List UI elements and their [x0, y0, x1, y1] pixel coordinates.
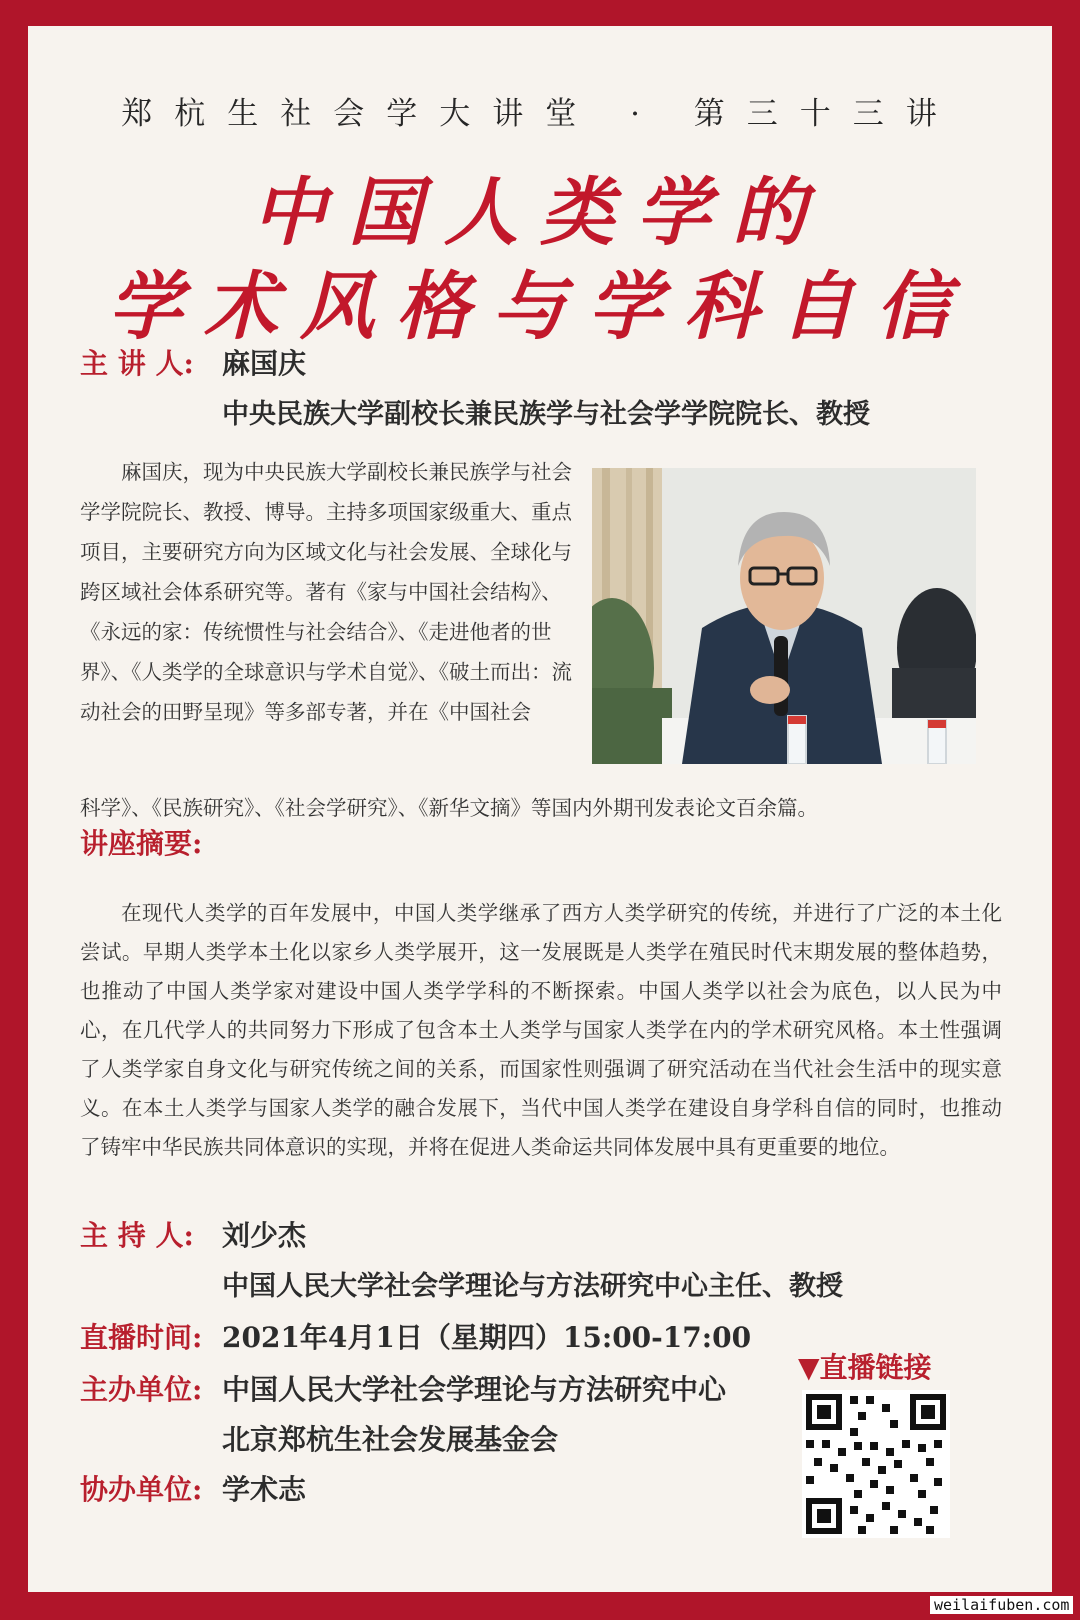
speaker-position: 中央民族大学副校长兼民族学与社会学学院院长、教授 — [222, 399, 870, 430]
summary-text: 在现代人类学的百年发展中，中国人类学继承了西方人类学研究的传统，并进行了广泛的本土化尝试。早期人类学本土化以家乡人类学展开，这一发展既是人类学在殖民时代末期发展的整体趋势，也推动了中国人类学家对建设中国人类学学科的不断探索。中国人类学以社会为底色，以人民为中心，在几代学人的共同努力下形成了包含本土人类学与国家人类学在内的学术研究风格。本土性强调了人类学家自身文化与研究传统之间的关系，而国家性则强调了研究活动在当代社会生活中的现实意义。在本土人类学与国家人类学的融合发展下，当代中国人类学在建设自身学科自信的同时，也推动了铸牢中华民族共同体意识的实现，并将在促进人类命运共同体发展中具有更重要的地位。 — [80, 901, 1002, 1159]
lecture-title-line-1: 中国人类学的 — [252, 170, 828, 256]
organizer-2: 北京郑杭生社会发展基金会 — [222, 1423, 559, 1456]
broadcast-label: 直播时间: — [80, 1321, 203, 1354]
summary-label: 讲座摘要: — [80, 827, 203, 860]
watermark: weilaifuben.com — [930, 1596, 1073, 1614]
qr-code-icon — [802, 1390, 950, 1538]
host-label: 主 持 人: — [80, 1219, 194, 1252]
poster — [28, 26, 1052, 1592]
co-organizer-name: 学术志 — [222, 1473, 307, 1506]
organizer-1: 中国人民大学社会学理论与方法研究中心 — [222, 1373, 727, 1406]
series-title: 郑杭生社会学大讲堂 · 第三十三讲 — [121, 96, 959, 132]
speaker-bio: 麻国庆，现为中央民族大学副校长兼民族学与社会学学院院长、教授、博导。主持多项国家级重大、重点项目，主要研究方向为区域文化与社会发展、全球化与跨区域社会体系研究等。著有《家与中国社会结构》、《永远的家：传统惯性与社会结合》、《走进他者的世界》、《人类学的全球意识与学术自觉》、《破土而出：流动社会的田野呈现》等多部专著，并在《中国社会 — [80, 460, 572, 724]
speaker-bio-tail: 科学》、《民族研究》、《社会学研究》、《新华文摘》等国内外期刊发表论文百余篇。 — [80, 796, 818, 820]
speaker-name: 麻国庆 — [222, 347, 307, 380]
lecture-title-line-2: 学术风格与学科自信 — [108, 264, 972, 350]
host-name: 刘少杰 — [222, 1219, 307, 1252]
organizers-label: 主办单位: — [80, 1373, 203, 1406]
speaker-photo — [592, 468, 976, 764]
speaker-label: 主 讲 人: — [80, 347, 194, 380]
host-position: 中国人民大学社会学理论与方法研究中心主任、教授 — [222, 1271, 843, 1302]
live-link[interactable]: ▼直播链接 — [798, 1351, 932, 1384]
co-organizer-label: 协办单位: — [80, 1473, 203, 1506]
broadcast-time: 2021年4月1日（星期四）15:00-17:00 — [222, 1321, 752, 1354]
qr-code[interactable] — [802, 1390, 950, 1538]
